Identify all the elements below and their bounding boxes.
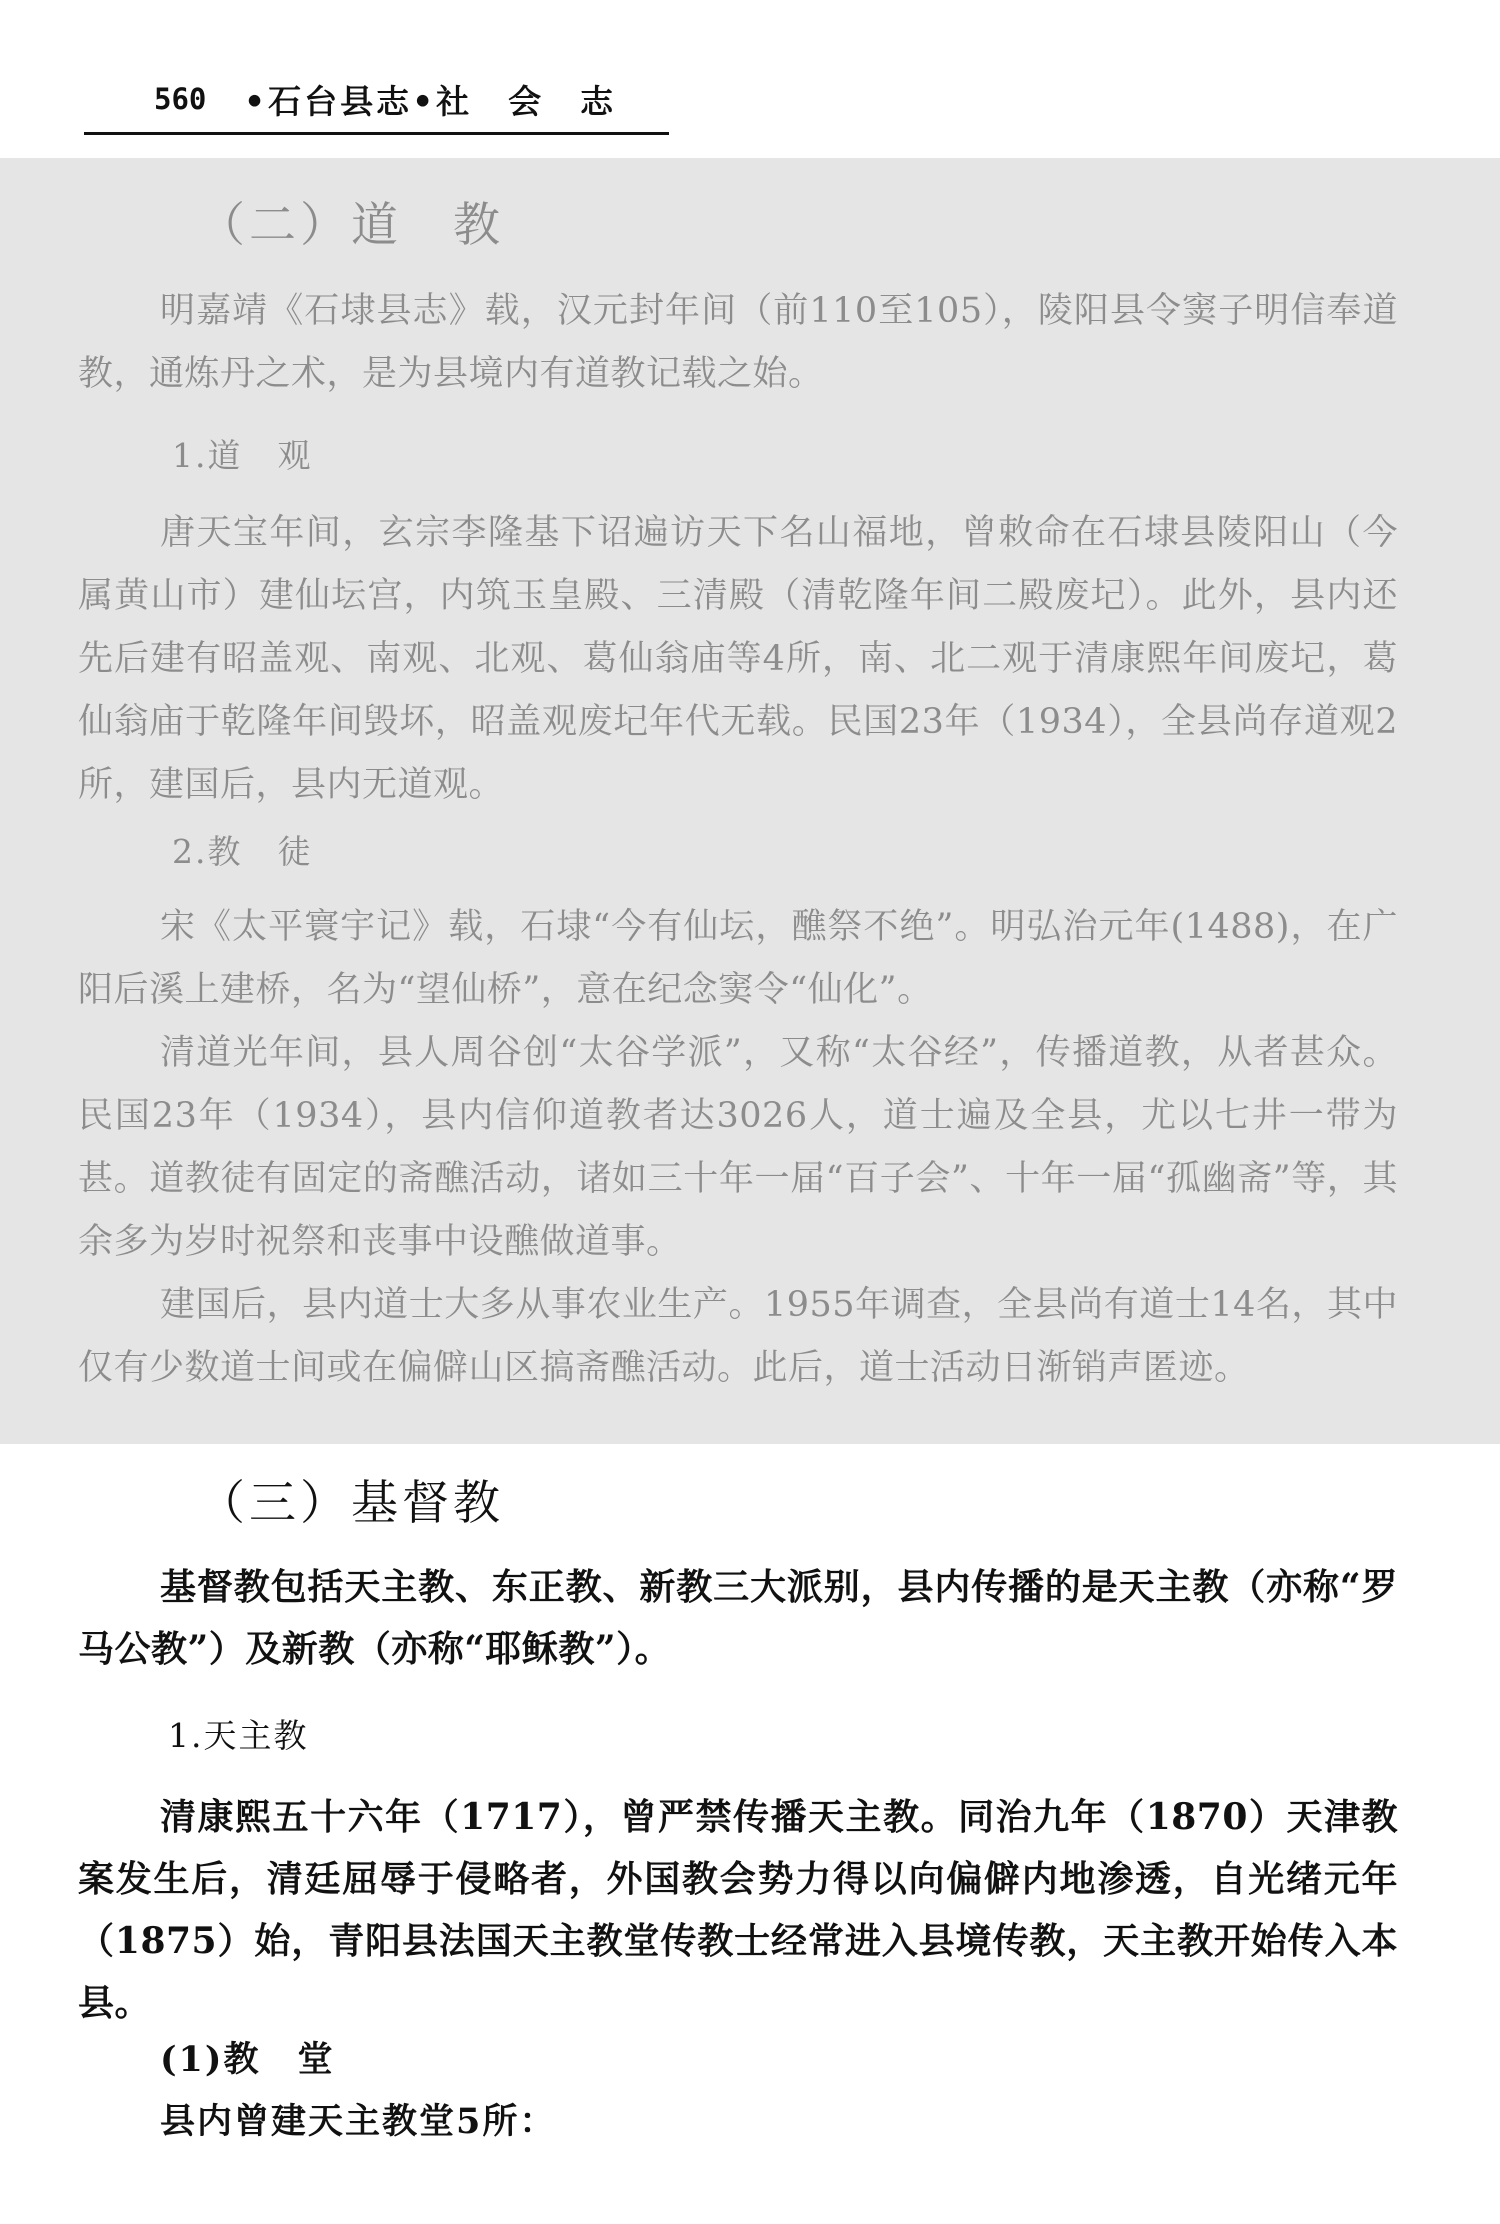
taoism-section [0,158,1500,1444]
followers-paragraph-3: 建国后，县内道士大多从事农业生产。1955年调查，全县尚有道士14名，其中仅有少数道士间或在偏僻山区搞斋醮活动。此后，道士活动日渐销声匿迹。 [78,1285,1398,1388]
christianity-section [0,1444,1500,2224]
temples-heading: 1.道 观 [172,436,313,475]
page-header [84,72,669,135]
christianity-intro: 基督教包括天主教、东正教、新教三大派别，县内传播的是天主教（亦称“罗马公教”）及新教（亦称“耶稣教”）。 [78,1566,1398,1670]
book-title: •石台县志•社 会 志 [244,82,617,121]
followers-heading: 2.教 徒 [172,832,313,871]
temples-text: 唐天宝年间，玄宗李隆基下诏遍访天下名山福地，曾敕命在石埭县陵阳山（今属黄山市）建仙坛宫，内筑玉皇殿、三清殿（清乾隆年间二殿废圮）。此外，县内还先后建有昭盖观、南观、北观、葛仙翁庙等4所，南、北二观于清康熙年间废圮，葛仙翁庙于乾隆年间毁坏，昭盖观废圮年代无载。民国23年（1934），全县尚存道观2所，建国后，县内无道观。 [78,513,1398,805]
followers-paragraph-1: 宋《太平寰宇记》载，石埭“今有仙坛，醮祭不绝”。明弘治元年(1488)，在广阳后溪上建桥，名为“望仙桥”，意在纪念窦令“仙化”。 [78,907,1398,1010]
catholic-text: 清康熙五十六年（1717），曾严禁传播天主教。同治九年（1870）天津教案发生后，清廷屈辱于侵略者，外国教会势力得以向偏僻内地渗透，自光绪元年（1875）始，青阳县法国天主教堂传教士经常进入县境传教，天主教开始传入本县。 [78,1796,1398,2024]
followers-paragraph-2: 清道光年间，县人周谷创“太谷学派”，又称“太谷经”，传播道教，从者甚众。民国23年（1934），县内信仰道教者达3026人，道士遍及全县，尤以七井一带为甚。道教徒有固定的斋醮活动，诸如三十年一届“百子会”、十年一届“孤幽斋”等，其余多为岁时祝祭和丧事中设醮做道事。 [78,1033,1398,1262]
catholic-heading: 1.天主教 [168,1716,309,1755]
churches-text: 县内曾建天主教堂5所： [160,2101,557,2142]
taoism-heading: （二）道 教 [198,198,504,253]
page-number: 560 [154,82,207,116]
churches-heading: (1)教 堂 [160,2039,335,2080]
christianity-heading: （三）基督教 [198,1476,504,1531]
taoism-intro: 明嘉靖《石埭县志》载，汉元封年间（前110至105），陵阳县令窦子明信奉道教，通炼丹之术，是为县境内有道教记载之始。 [78,291,1398,394]
